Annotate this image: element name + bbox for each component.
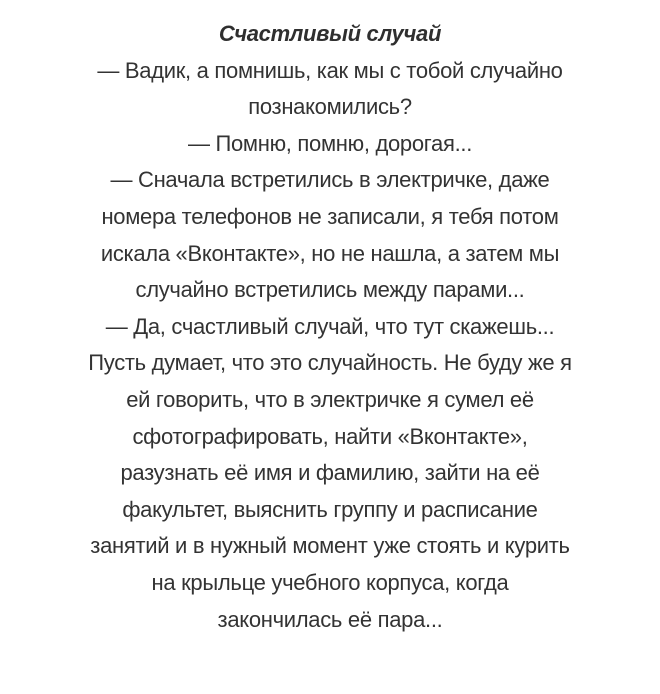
story-title: Счастливый случай: [218, 21, 442, 46]
story-line: Пусть думает, что это случайность. Не буду же я: [88, 350, 572, 376]
story-line: случайно встретились между парами...: [135, 277, 525, 303]
story-line: — Помню, помню, дорогая...: [187, 130, 473, 156]
story-line: познакомились?: [248, 94, 412, 120]
story-line: ей говорить, что в электричке я сумел её: [126, 386, 534, 412]
story-line: искала «Вконтакте», но не нашла, а затем мы: [100, 240, 560, 266]
story-line: занятий и в нужный момент уже стоять и курить: [90, 533, 570, 559]
story-line: сфотографировать, найти «Вконтакте»,: [132, 423, 528, 449]
story-line: — Сначала встретились в электричке, даже: [110, 167, 550, 193]
story-line: номера телефонов не записали, я тебя потом: [101, 203, 559, 229]
story-line: на крыльце учебного корпуса, когда: [151, 569, 509, 595]
story-line: — Да, счастливый случай, что тут скажешь...: [105, 313, 555, 339]
story-line: — Вадик, а помнишь, как мы с тобой случайно: [97, 57, 563, 83]
story-line: закончилась её пара...: [217, 606, 443, 632]
story-line: разузнать её имя и фамилию, зайти на её: [120, 460, 540, 486]
story-text: [0, 16, 660, 638]
story-line: факультет, выяснить группу и расписание: [122, 496, 538, 522]
